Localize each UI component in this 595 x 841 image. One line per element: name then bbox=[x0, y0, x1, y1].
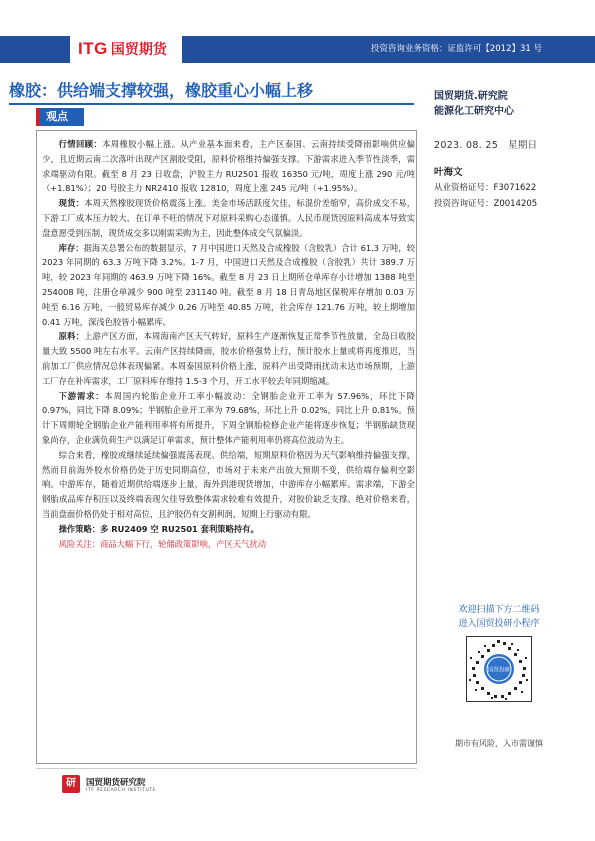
paragraph-summary bbox=[42, 448, 415, 522]
footer-institute-name: 国贸期货研究院 bbox=[86, 778, 146, 788]
date-value: 2023. 08. 25 bbox=[434, 140, 499, 151]
footer-divider bbox=[36, 768, 417, 769]
weekday-value: 星期日 bbox=[508, 140, 538, 151]
paragraph-label: 原料： bbox=[58, 331, 85, 342]
risk-disclaimer: 期市有风险，入市需谨慎 bbox=[455, 739, 543, 748]
paragraph-label: 行情回顾： bbox=[58, 139, 103, 149]
paragraph-demand bbox=[42, 389, 415, 448]
paragraph-market-review bbox=[42, 137, 415, 196]
qr-code[interactable] bbox=[466, 636, 532, 702]
section-tab-view: 观点 bbox=[36, 108, 84, 126]
consulting-cert: 投资咨询证号：Z0014205 bbox=[434, 199, 538, 209]
footer-logo-icon: 研 bbox=[62, 775, 80, 793]
paragraph-text: 本周橡胶小幅上涨。从产业基本面来看，主产区泰国、云南持续受降雨影响供应偏少，且近期云南二次落叶出现产区割胶受阻，原料价格维持偏强支撑。下游需求进入季节性淡季，需求端驱动有限。截至 8 月 23 日收盘，沪胶主力 RU2501 报收 16350 元/吨，周度上涨 290 元/吨（+1.81%）；20 号胶主力 NR2410 报收 12810，周度上涨 245 元/吨（+1.95%）。 bbox=[42, 139, 415, 194]
org-name: 国贸期货.研究院 bbox=[434, 91, 508, 102]
qr-center-label: 国贸投研 bbox=[487, 667, 511, 674]
footer-institute-en: ITF RESEARCH INSTITUTE bbox=[86, 788, 157, 793]
paragraph-label: 下游需求： bbox=[58, 390, 105, 401]
strategy-label: 操作策略： bbox=[58, 523, 101, 534]
paragraph-raw-material bbox=[42, 329, 415, 388]
paragraph-inventory bbox=[42, 241, 415, 330]
logo-cn-text: 国贸期货 bbox=[110, 42, 167, 58]
paragraph-text: 据海关总署公布的数据显示，7 月中国进口天然及合成橡胶（含胶乳）合计 61.3 万吨，较 2023 年同期的 63.3 万吨下降 3.2%。1-7 月，中国进口天然及合成橡胶（含胶乳）共计 389.7 万吨，较 2023 年同期的 463.9 万吨下降 16%。截至 8 月 23 日上期所仓单库存小计增加 1388 吨至 254008 吨，注册仓单减少 900 吨至 231140 吨。截至 8 月 18 日青岛地区保税库存增加 0.03 万吨至 6.16 万吨，一般贸易库存减少 0.26 万吨至 40.85 万吨，社会库存 121.76 万吨，较上期增加 0.41 万吨，深浅色胶皆小幅累库。 bbox=[42, 242, 415, 327]
paragraph-label: 现货： bbox=[58, 198, 85, 209]
paragraph-text: 综合来看，橡胶或继续延续偏强震荡表现。供给端，短期原料价格因为天气影响维持偏强支撑，然而目前海外胶水价格仍处于历史同期高位，市场对于未来产出放大预期不变，供给端存偏利空影响。中游库存，随着近期供给端逐步上量，海外到港现货增加，中游库存小幅累库。需求端，下游全钢胎成品库存积压以及终端表现欠佳导致整体需求较难有效提升，对胶价缺乏支撑。绝对价格来看，当前盘面价格仍处于相对高位，且沪胶仍有交割利润，短期上行驱动有限。 bbox=[42, 449, 415, 519]
paragraph-text: 本周国内轮胎企业开工率小幅波动：全钢胎企业开工率为 57.96%，环比下降 0.97%，同比下降 8.09%；半钢胎企业开工率为 79.68%，环比上升 0.02%，同比上升 0.81%。预计下周期轮全钢胎企业产能利用率将有所提升，下周全钢胎检修企业产能将逐步恢复；半钢胎缺货现象尚存，企业满负荷生产以满足订单需求，预计整体产能利用率仍将高位波动为主。 bbox=[42, 390, 415, 445]
paragraph-text: 上游产区方面，本周海南产区天气转好，原料生产逐渐恢复正常季节性放量，全岛日收胶量大致 5500 吨左右水平。云南产区持续降雨，胶水价格强势上行，预计胶水上量或将再度推迟，当前加工厂供应情况总体表现偏紧。本周泰国原料价格上涨，原料产出受降雨扰动未达市场预期，上游工厂存在补库需求，工厂原料库存维持 1.5-3 个月，开工水平较去年同期缩减。 bbox=[42, 331, 415, 386]
org-department: 能源化工研究中心 bbox=[434, 106, 514, 117]
qr-code-graphic bbox=[467, 637, 531, 701]
paragraph-strategy bbox=[42, 522, 415, 537]
paragraph-spot bbox=[42, 196, 415, 240]
qr-caption-line2: 进入国贸投研小程序 bbox=[458, 619, 540, 629]
report-body bbox=[42, 137, 415, 551]
analyst-name: 叶海文 bbox=[434, 167, 463, 178]
report-date bbox=[434, 137, 537, 151]
company-logo bbox=[78, 38, 167, 60]
title-divider bbox=[9, 103, 414, 105]
paragraph-label: 库存： bbox=[58, 242, 84, 253]
license-text: 投资咨询业务资格：证监许可【2012】31 号 bbox=[370, 44, 542, 54]
report-title: 橡胶：供给端支撑较强，橡胶重心小幅上移 bbox=[9, 81, 314, 100]
qualification-cert: 从业资格证号：F3071622 bbox=[434, 183, 537, 193]
qr-caption-line1: 欢迎扫描下方二维码 bbox=[458, 605, 540, 615]
risk-warning: 风险关注：商品大幅下行，轮储政策影响，产区天气扰动 bbox=[58, 538, 267, 549]
logo-itg-text: ITG bbox=[78, 39, 108, 58]
strategy-text: 多 RU2409 空 RU2501 套利策略持有。 bbox=[100, 523, 259, 534]
section-tab-accent bbox=[36, 108, 40, 126]
paragraph-text: 本周天然橡胶现货价格震荡上涨。美金市场活跃度欠佳，标混价差缩窄，高价成交不易，下游工厂成本压力较大，在订单不旺的情况下对原料采购心态谨慎。人民币现货因原料高成本导致实盘意愿受到压制，现货成交多以刚需采购为主，因此整体成交气氛偏淡。 bbox=[42, 198, 415, 238]
